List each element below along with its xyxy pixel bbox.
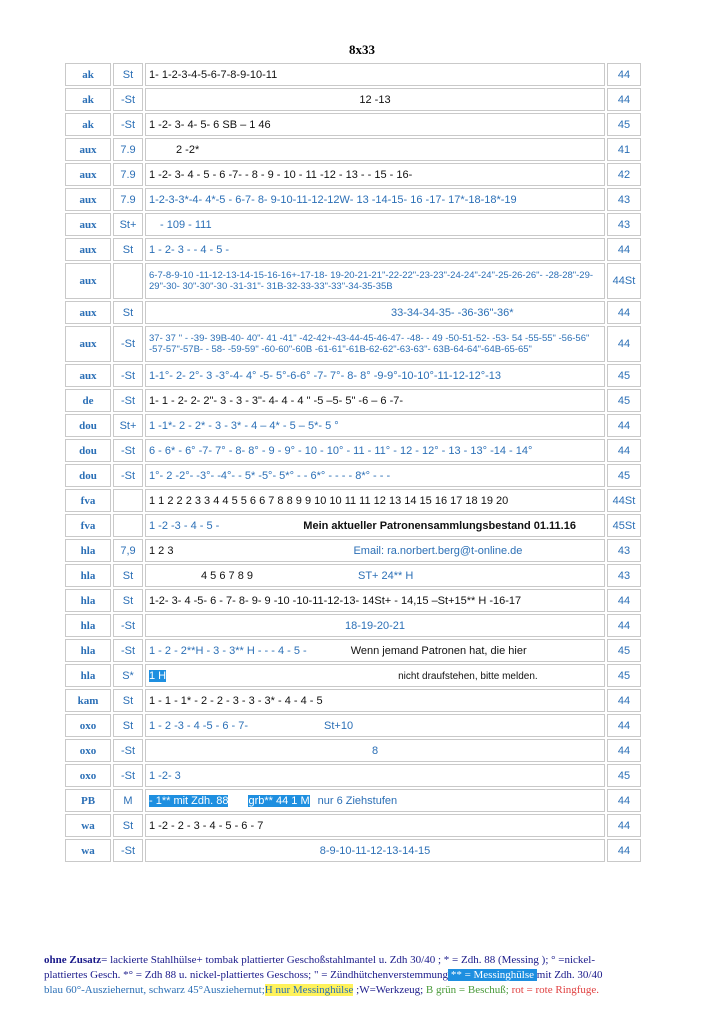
type-cell: 7.9 — [113, 163, 143, 186]
year-cell: 44 — [607, 814, 641, 837]
year-cell: 45St — [607, 514, 641, 537]
year-cell: 44 — [607, 789, 641, 812]
type-cell: 7,9 — [113, 539, 143, 562]
maker-cell: oxo — [65, 764, 111, 787]
table-row — [65, 464, 641, 487]
legend-text: = lackierte Stahlhülse+ tombak plattierter Geschoßstahlmantel u. Zdh 30/40 ; * = Zdh. 88 (Messing ); ° =nickel- — [101, 954, 596, 966]
lots-cell — [145, 213, 605, 236]
maker-cell: ak — [65, 63, 111, 86]
type-cell: St — [113, 238, 143, 261]
lots-text: 2 -2* — [176, 143, 200, 156]
collection-status-note: Mein aktueller Patronensammlungsbestand 01.11.16 — [303, 519, 576, 532]
type-cell: -St — [113, 113, 143, 136]
maker-cell: wa — [65, 839, 111, 862]
legend-highlight: H nur Messinghülse — [264, 984, 354, 996]
table-row — [65, 839, 641, 862]
legend-title: ohne Zusatz — [44, 954, 102, 966]
lots-cell — [145, 739, 605, 762]
year-cell: 43 — [607, 213, 641, 236]
lots-cell — [145, 514, 605, 537]
legend-text: mit Zdh. 30/40 — [536, 969, 603, 981]
maker-cell: oxo — [65, 739, 111, 762]
year-cell: 44 — [607, 301, 641, 324]
maker-cell: fva — [65, 514, 111, 537]
table-row — [65, 489, 641, 512]
year-cell: 44 — [607, 414, 641, 437]
lots-text: 1 -2- 3- 4- 5- 6 SB – 1 46 — [149, 118, 271, 131]
type-cell: -St — [113, 439, 143, 462]
table-row — [65, 263, 641, 299]
lots-text: 12 -13 — [359, 93, 391, 106]
request-note: nicht draufstehen, bitte melden. — [398, 670, 538, 682]
maker-cell: aux — [65, 326, 111, 362]
year-cell: 44St — [607, 489, 641, 512]
maker-cell: aux — [65, 138, 111, 161]
maker-cell: dou — [65, 414, 111, 437]
year-cell: 44St — [607, 263, 641, 299]
table-row — [65, 163, 641, 186]
lots-text: 1 1 2 2 2 3 3 4 4 5 5 6 6 7 8 8 9 9 10 10 11 11 12 13 14 15 16 17 18 19 20 — [149, 494, 509, 507]
table-row — [65, 639, 641, 662]
table-row — [65, 414, 641, 437]
type-cell: -St — [113, 839, 143, 862]
year-cell: 45 — [607, 389, 641, 412]
lots-cell — [145, 113, 605, 136]
lots-text: 1- 1-2-3-4-5-6-7-8-9-10-11 — [149, 68, 278, 81]
lots-text: 1 - 2- 3 - - 4 - 5 - — [149, 243, 230, 256]
table-row — [65, 539, 641, 562]
table-row — [65, 364, 641, 387]
type-cell: St — [113, 589, 143, 612]
maker-cell: aux — [65, 163, 111, 186]
maker-cell: wa — [65, 814, 111, 837]
year-cell: 44 — [607, 88, 641, 111]
type-cell: St — [113, 564, 143, 587]
lots-cell — [145, 639, 605, 662]
maker-cell: de — [65, 389, 111, 412]
lots-cell — [145, 714, 605, 737]
table-row — [65, 714, 641, 737]
type-cell: 7.9 — [113, 138, 143, 161]
lots-cell — [145, 489, 605, 512]
year-cell: 44 — [607, 739, 641, 762]
maker-cell: kam — [65, 689, 111, 712]
maker-cell: fva — [65, 489, 111, 512]
page-title: 8x33 — [349, 42, 375, 57]
legend-text: B grün = Beschuß; — [423, 984, 509, 996]
year-cell: 44 — [607, 439, 641, 462]
year-cell: 42 — [607, 163, 641, 186]
maker-cell: hla — [65, 614, 111, 637]
legend-text: plattiertes Gesch. *° = Zdh 88 u. nickel-plattiertes Geschoss; " = Zündhütchenverstemmung — [44, 969, 449, 981]
type-cell: 7.9 — [113, 188, 143, 211]
lots-cell — [145, 539, 605, 562]
lots-text: 1-1°- 2- 2°- 3 -3°-4- 4° -5- 5°-6-6° -7- 7°- 8- 8° -9-9°-10-10°-11-12-12°-13 — [149, 369, 502, 382]
lots-cell — [145, 326, 605, 362]
type-cell: -St — [113, 764, 143, 787]
lots-note: nur 6 Ziehstufen — [317, 794, 398, 807]
lots-text: 1 -2 - 2 - 3 - 4 - 5 - 6 - 7 — [149, 819, 264, 832]
type-cell — [113, 489, 143, 512]
lots-cell — [145, 163, 605, 186]
maker-cell: dou — [65, 439, 111, 462]
table-row — [65, 764, 641, 787]
lots-text: 1 -1*- 2 - 2* - 3 - 3* - 4 – 4* - 5 – 5*- 5 ° — [149, 419, 339, 432]
lots-cell — [145, 138, 605, 161]
type-cell: S* — [113, 664, 143, 687]
table-row — [65, 238, 641, 261]
maker-cell: aux — [65, 263, 111, 299]
type-cell: -St — [113, 364, 143, 387]
year-cell: 45 — [607, 464, 641, 487]
lots-cell — [145, 589, 605, 612]
year-cell: 45 — [607, 664, 641, 687]
maker-cell: PB — [65, 789, 111, 812]
year-cell: 41 — [607, 138, 641, 161]
lots-text: 1 - 1 - 1* - 2 - 2 - 3 - 3 - 3* - 4 - 4 - 5 — [149, 694, 323, 707]
lots-extra-text: ST+ 24** H — [358, 569, 414, 582]
lots-text: 1-2-3-3*-4- 4*-5 - 6-7- 8- 9-10-11-12-12W- 13 -14-15- 16 -17- 17*-18-18*-19 — [149, 193, 517, 206]
request-note: Wenn jemand Patronen hat, die hier — [350, 644, 527, 657]
legend-text: ;W=Werkzeug; — [353, 984, 424, 996]
lots-text: 1 - 2 -3 - 4 -5 - 6 - 7- — [149, 719, 249, 732]
lots-text: 1 -2 -3 - 4 - 5 - — [149, 519, 220, 532]
lots-cell — [145, 564, 605, 587]
year-cell: 44 — [607, 689, 641, 712]
lots-cell — [145, 464, 605, 487]
table-row — [65, 138, 641, 161]
type-cell: St+ — [113, 414, 143, 437]
maker-cell: aux — [65, 364, 111, 387]
lots-cell — [145, 63, 605, 86]
type-cell: -St — [113, 614, 143, 637]
maker-cell: aux — [65, 238, 111, 261]
table-row — [65, 814, 641, 837]
lots-text: 1 2 3 — [149, 544, 174, 557]
year-cell: 45 — [607, 113, 641, 136]
lots-text: 1 - 2 - 2**H - 3 - 3** H - - - 4 - 5 - — [149, 644, 307, 657]
lots-cell — [145, 88, 605, 111]
lots-cell — [145, 764, 605, 787]
maker-cell: aux — [65, 213, 111, 236]
cartridge-table — [63, 61, 643, 864]
lots-text: 1 -2- 3 — [149, 769, 181, 782]
maker-cell: ak — [65, 88, 111, 111]
lots-text: 8-9-10-11-12-13-14-15 — [319, 844, 431, 857]
lots-cell — [145, 263, 605, 299]
table-row — [65, 301, 641, 324]
lots-cell — [145, 789, 605, 812]
type-cell: St — [113, 301, 143, 324]
lots-cell — [145, 839, 605, 862]
lots-cell — [145, 689, 605, 712]
table-row — [65, 739, 641, 762]
year-cell: 43 — [607, 564, 641, 587]
table-row — [65, 439, 641, 462]
type-cell: -St — [113, 639, 143, 662]
maker-cell: hla — [65, 564, 111, 587]
year-cell: 44 — [607, 614, 641, 637]
lots-text: - 109 - 111 — [160, 218, 212, 231]
lots-text: 1°- 2 -2°- -3°- -4°- - 5* -5°- 5*° - - 6*° - - - - 8*° - - - — [149, 469, 391, 482]
maker-cell: ak — [65, 113, 111, 136]
year-cell: 45 — [607, 639, 641, 662]
lots-extra-text: St+10 — [324, 719, 354, 732]
table-row — [65, 589, 641, 612]
maker-cell: oxo — [65, 714, 111, 737]
table-row — [65, 564, 641, 587]
type-cell: St — [113, 689, 143, 712]
year-cell: 43 — [607, 188, 641, 211]
type-cell: -St — [113, 739, 143, 762]
type-cell: -St — [113, 326, 143, 362]
table-row — [65, 188, 641, 211]
table-row — [65, 113, 641, 136]
lots-text: 8 — [371, 744, 379, 757]
table-row — [65, 88, 641, 111]
lots-text: 33-34-34-35- -36-36"-36* — [391, 306, 514, 319]
legend-highlight: ** = Messinghülse — [448, 969, 537, 981]
lots-extra-text: grb** 44 1 M — [248, 794, 310, 807]
table-row — [65, 63, 641, 86]
lots-cell — [145, 664, 605, 687]
lots-cell — [145, 389, 605, 412]
lots-cell — [145, 364, 605, 387]
maker-cell: aux — [65, 301, 111, 324]
year-cell: 45 — [607, 364, 641, 387]
year-cell: 44 — [607, 589, 641, 612]
type-cell: St — [113, 814, 143, 837]
table-row — [65, 326, 641, 362]
table-row — [65, 664, 641, 687]
legend-text: blau 60°-Ausziehernut, schwarz 45°Ausziehernut; — [44, 984, 265, 996]
type-cell — [113, 263, 143, 299]
type-cell: St+ — [113, 213, 143, 236]
maker-cell: hla — [65, 639, 111, 662]
table-row — [65, 689, 641, 712]
year-cell: 43 — [607, 539, 641, 562]
maker-cell: aux — [65, 188, 111, 211]
lots-text: 37- 37 '' - -39- 39B-40- 40"- 41 -41" -42-42+-43-44-45-46-47- -48- - 49 -50-51-52- -53- 54 -55-55" -56-56" -57-57"-57B- - 58- -59-59" -60-60"-60B -61-61"-61B-62-62"-63-63"- 63B-64-64"-64B-65-65" — [149, 333, 590, 355]
type-cell: St — [113, 63, 143, 86]
maker-cell: hla — [65, 664, 111, 687]
year-cell: 45 — [607, 764, 641, 787]
lots-text: 1 -2- 3- 4 - 5 - 6 -7- - 8 - 9 - 10 - 11 -12 - 13 - - 15 - 16- — [149, 168, 413, 181]
type-cell: St — [113, 714, 143, 737]
lots-text: 4 5 6 7 8 9 — [201, 569, 253, 582]
type-cell: M — [113, 789, 143, 812]
lots-text: 6 - 6* - 6° -7- 7° - 8- 8° - 9 - 9° - 10 - 10° - 11 - 11° - 12 - 12° - 13 - 13° -14 - 14° — [149, 444, 533, 457]
type-cell: -St — [113, 464, 143, 487]
lots-cell — [145, 814, 605, 837]
lots-cell — [145, 301, 605, 324]
lots-text: 1- 1 - 2- 2- 2"- 3 - 3 - 3"- 4- 4 - 4 " -5 –5- 5" -6 – 6 -7- — [149, 394, 404, 407]
lots-cell — [145, 614, 605, 637]
year-cell: 44 — [607, 714, 641, 737]
type-cell: -St — [113, 389, 143, 412]
email-note: Email: ra.norbert.berg@t-online.de — [353, 544, 523, 557]
year-cell: 44 — [607, 63, 641, 86]
lots-text: 1 H — [149, 669, 167, 682]
type-cell — [113, 514, 143, 537]
lots-text: - 1** mit Zdh. 88 — [149, 794, 229, 807]
table-row — [65, 389, 641, 412]
year-cell: 44 — [607, 326, 641, 362]
lots-text: 18-19-20-21 — [345, 619, 405, 632]
lots-text: 1-2- 3- 4 -5- 6 - 7- 8- 9- 9 -10 -10-11-12-13- 14St+ - 14,15 –St+15** H -16-17 — [149, 594, 522, 607]
lots-cell — [145, 238, 605, 261]
maker-cell: dou — [65, 464, 111, 487]
lots-cell — [145, 414, 605, 437]
table-row — [65, 789, 641, 812]
type-cell: -St — [113, 88, 143, 111]
table-row — [65, 614, 641, 637]
table-row — [65, 213, 641, 236]
legend-text: rot = rote Ringfuge. — [508, 984, 600, 996]
legend-footer — [44, 953, 694, 998]
year-cell: 44 — [607, 238, 641, 261]
maker-cell: hla — [65, 589, 111, 612]
table-row — [65, 514, 641, 537]
maker-cell: hla — [65, 539, 111, 562]
lots-cell — [145, 439, 605, 462]
lots-text: 6-7-8-9-10 -11-12-13-14-15-16-16+-17-18- 19-20-21-21"-22-22"-23-23"-24-24"-24"-25-26-26"- -28-28"-29-29"-30- 30"-30"-30 -31-31"- 31B-32-33-33"-33"-34-35-35B — [149, 270, 594, 292]
lots-cell — [145, 188, 605, 211]
year-cell: 44 — [607, 839, 641, 862]
